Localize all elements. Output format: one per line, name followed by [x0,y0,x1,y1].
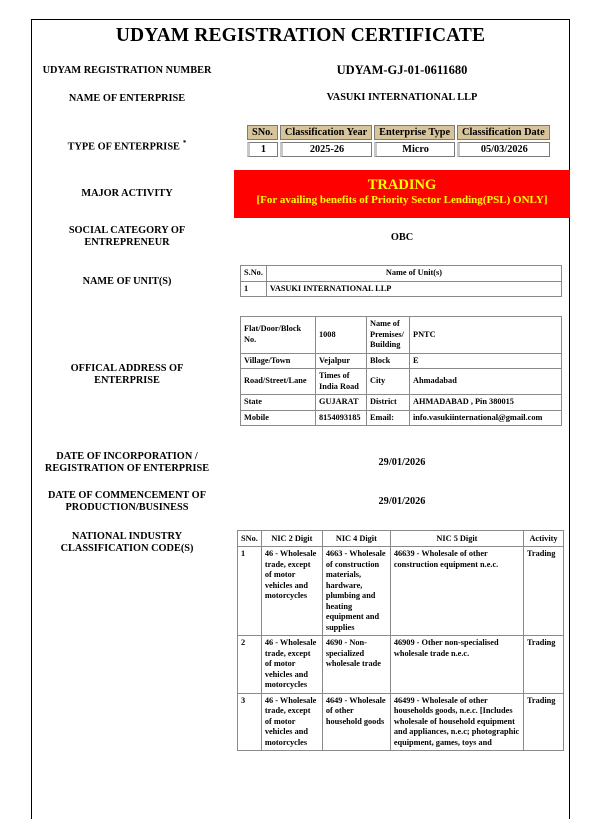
nic-cell: 1 [238,547,262,636]
units-label: NAME OF UNIT(S) [82,276,172,287]
address-field-value: Vejalpur [316,353,367,369]
address-field-value: 8154093185 [316,410,367,426]
registration-number-label: UDYAM REGISTRATION NUMBER [42,65,212,76]
address-field-value: AHMADABAD , Pin 380015 [410,395,562,411]
address-field-value: E [410,353,562,369]
nic-cell: Trading [524,693,564,751]
classification-header-cell: Classification Date [457,125,550,140]
address-row [241,369,562,395]
address-field-label: Email: [367,410,410,426]
nic-cell: 46 - Wholesale trade, except of motor vehicles and motorcycles [261,636,322,694]
address-table [240,316,562,426]
address-label-line: ENTERPRISE [94,375,160,386]
classification-cell: Micro [374,142,455,157]
psl-note: [For availing benefits of Priority Sector Lending(PSL) ONLY] [256,194,548,206]
nic-cell: Trading [524,547,564,636]
asterisk-icon: * [182,139,187,147]
address-label [22,363,232,387]
nic-table [237,530,564,751]
nic-cell: Trading [524,636,564,694]
classification-header-cell: Classification Year [280,125,372,140]
address-field-label: Flat/Door/Block No. [241,317,316,354]
address-row [241,317,562,354]
nic-label [22,531,232,555]
units-cell: 1 [241,281,267,297]
nic-cell: 46639 - Wholesale of other construction equipment n.e.c. [390,547,523,636]
units-header-row [241,266,562,282]
major-activity-label: MAJOR ACTIVITY [81,188,173,199]
address-field-value: Ahmadabad [410,369,562,395]
classification-header-cell: SNo. [247,125,278,140]
classification-row [247,142,550,157]
nic-row [238,636,564,694]
enterprise-name-label: NAME OF ENTERPRISE [68,93,186,104]
nic-cell: 46499 - Wholesale of other households goods, n.e.c. [Includes wholesale of household equipment and appliances, n.e.c; photographic equipment, games, toys and [390,693,523,751]
enterprise-name-value: VASUKI INTERNATIONAL LLP [326,92,478,103]
nic-label-line: NATIONAL INDUSTRY [71,531,183,542]
nic-header-cell: NIC 5 Digit [390,531,523,547]
nic-cell: 3 [238,693,262,751]
address-field-label: City [367,369,410,395]
address-field-label: Road/Street/Lane [241,369,316,395]
address-field-value: PNTC [410,317,562,354]
address-field-value: Times of India Road [316,369,367,395]
social-category-label-line: ENTREPRENEUR [84,237,170,248]
address-field-label: Block [367,353,410,369]
enterprise-type-label [22,137,232,153]
certificate-frame [31,19,570,819]
nic-header-cell: SNo. [238,531,262,547]
classification-header-cell: Enterprise Type [374,125,455,140]
social-category-value: OBC [390,232,414,243]
address-label-line: OFFICAL ADDRESS OF [70,363,184,374]
nic-header-cell: NIC 4 Digit [322,531,390,547]
units-table [240,265,562,297]
address-field-label: Village/Town [241,353,316,369]
classification-cell: 05/03/2026 [457,142,550,157]
commencement-date-value: 29/01/2026 [378,496,426,507]
commencement-date-label [22,490,232,514]
address-field-label: State [241,395,316,411]
major-activity-value: TRADING [367,177,437,193]
nic-cell: 2 [238,636,262,694]
classification-header-row [247,125,550,140]
incorporation-date-value: 29/01/2026 [378,457,426,468]
enterprise-type-label-text: TYPE OF ENTERPRISE [67,141,180,153]
address-field-value: 1008 [316,317,367,354]
registration-number-value: UDYAM-GJ-01-0611680 [336,63,468,77]
units-cell: VASUKI INTERNATIONAL LLP [266,281,561,297]
social-category-label-line: SOCIAL CATEGORY OF [68,225,186,236]
address-row [241,410,562,426]
units-header-cell: Name of Unit(s) [266,266,561,282]
nic-label-line: CLASSIFICATION CODE(S) [60,543,194,554]
address-row [241,395,562,411]
classification-cell: 2025-26 [280,142,372,157]
certificate-title: UDYAM REGISTRATION CERTIFICATE [115,25,486,46]
nic-cell: 46 - Wholesale trade, except of motor vehicles and motorcycles [261,693,322,751]
nic-row [238,547,564,636]
incorporation-date-label-line: REGISTRATION OF ENTERPRISE [44,463,210,474]
address-field-value: GUJARAT [316,395,367,411]
social-category-label [22,225,232,249]
nic-cell: 4649 - Wholesale of other household goods [322,693,390,751]
nic-header-row [238,531,564,547]
nic-cell: 46909 - Other non-specialised wholesale trade n.e.c. [390,636,523,694]
nic-header-cell: Activity [524,531,564,547]
classification-cell: 1 [247,142,278,157]
units-row [241,281,562,297]
address-row [241,353,562,369]
major-activity-banner [234,170,570,218]
nic-row [238,693,564,751]
email-link[interactable]: info.vasukiinternational@gmail.com [410,410,562,426]
address-field-label: Name of Premises/ Building [367,317,410,354]
commencement-date-label-line: DATE OF COMMENCEMENT OF [48,490,206,501]
units-header-cell: S.No. [241,266,267,282]
address-field-label: Mobile [241,410,316,426]
nic-cell: 4690 - Non-specialized wholesale trade [322,636,390,694]
address-field-label: District [367,395,410,411]
classification-table [245,123,552,159]
nic-cell: 46 - Wholesale trade, except of motor vehicles and motorcycles [261,547,322,636]
incorporation-date-label-line: DATE OF INCORPORATION / [56,451,198,462]
nic-cell: 4663 - Wholesale of construction materials, hardware, plumbing and heating equipment and supplies [322,547,390,636]
nic-header-cell: NIC 2 Digit [261,531,322,547]
commencement-date-label-line: PRODUCTION/BUSINESS [65,502,189,513]
incorporation-date-label [22,451,232,475]
